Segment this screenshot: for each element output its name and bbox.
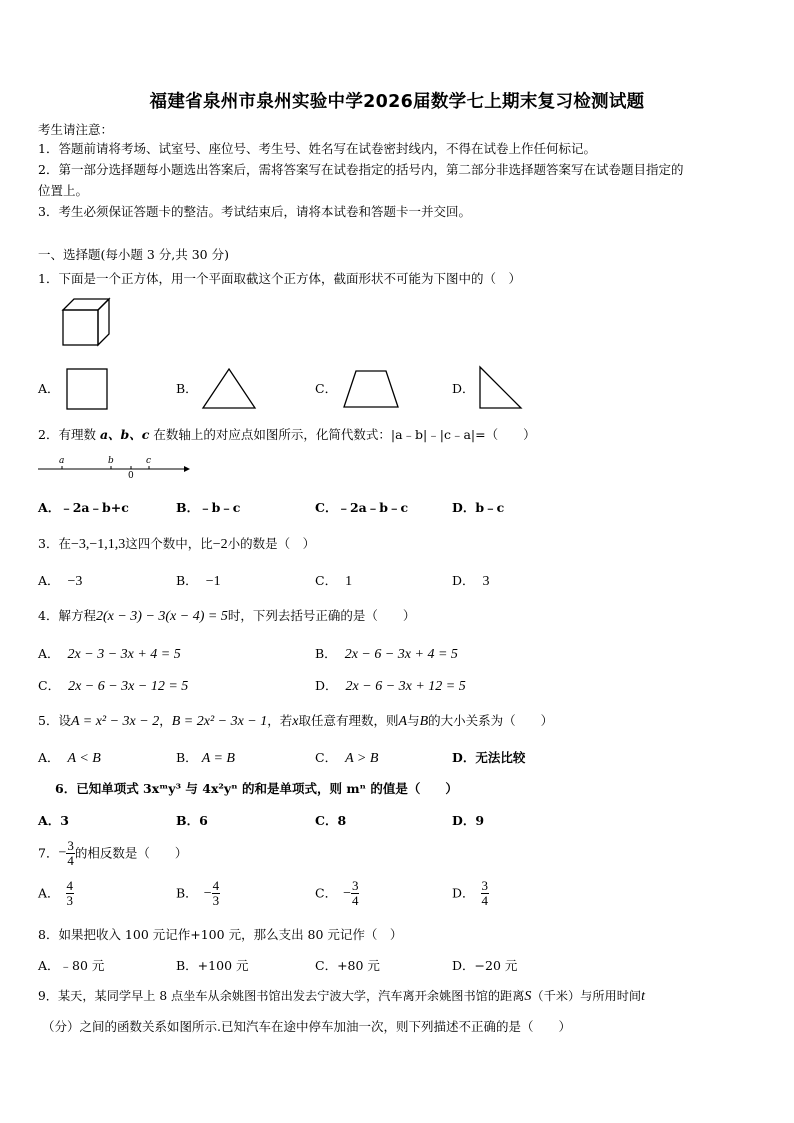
q7-option-d: D． $\frac{3}{4}$ [452,878,489,908]
q3-option-b: B． −1 [176,573,221,589]
q4-stem: 4．解方程2(x − 3) − 3(x − 4) = 5时，下列去括号正确的是（ ） [38,608,416,624]
trapezoid-shape [343,370,399,408]
q4-option-a: A． 2x − 3 − 3x + 4 = 5 [38,646,181,662]
q6-option-b: B．6 [176,813,208,828]
section-heading: 一、选择题(每小题 3 分,共 30 分) [38,247,229,262]
q1-option-c-label: C． [315,381,338,396]
axis-label-a: a [59,456,65,466]
q8-option-c: C．+80 元 [315,958,380,973]
right-triangle-shape [479,366,523,410]
q1-option-d-label: D． [452,381,475,396]
page-title: 福建省泉州市泉州实验中学2026届数学七上期末复习检测试题 [149,92,645,112]
q7-option-b: B． − $\frac{4}{3}$ [176,878,220,908]
q2-option-b: B．﹣b﹣c [176,500,241,515]
q4-option-b: B． 2x − 6 − 3x + 4 = 5 [315,646,458,662]
q7-option-a: A． $\frac{4}{3}$ [38,878,74,908]
triangle-shape [202,368,256,410]
notice-item-1: 1．答题前请将考场、试室号、座位号、考生号、姓名写在试卷密封线内，不得在试卷上作任何标记。 [38,141,596,156]
q3-option-d: D． 3 [452,573,490,589]
q3-stem: 3．在−3,−1,1,3这四个数中，比−2小的数是（ ） [38,536,316,552]
q7-option-c: C． − $\frac{3}{4}$ [315,878,359,908]
square-shape [66,368,108,410]
q2-option-d: D．b﹣c [452,500,505,515]
notice-item-3: 3．考生必须保证答题卡的整洁。考试结束后，请将本试卷和答题卡一并交回。 [38,204,471,219]
q4-option-d: D． 2x − 6 − 3x + 12 = 5 [315,678,466,694]
q5-option-b: B． A = B [176,750,235,766]
q6-stem: 6．已知单项式 3xᵐy³ 与 4x²yⁿ 的和是单项式，则 mⁿ 的值是（ ） [55,781,458,796]
axis-label-c: c [146,456,152,466]
q9-stem-line1: 9．某天，某同学早上 8 点坐车从余姚图书馆出发去宁波大学，汽车离开余姚图书馆的距离S（千米）与所用时间t [38,989,645,1004]
q2-option-a: A．﹣2a﹣b+c [38,500,129,515]
q5-option-c: C． A > B [315,750,379,766]
q2-option-c: C．﹣2a﹣b﹣c [315,500,409,515]
q8-stem: 8．如果把收入 100 元记作+100 元，那么支出 80 元记作（ ） [38,927,403,942]
q1-option-a-label: A． [38,381,60,396]
notice-heading: 考生请注意： [38,122,114,137]
axis-label-b: b [108,456,114,466]
q7-stem: 7．− $\frac{3}{4}$ 的相反数是（ ） [38,838,188,868]
q2-stem: 2．有理数 a、b、c 在数轴上的对应点如图所示，化简代数式：|a﹣b|﹣|c﹣a|=（ ） [38,427,536,442]
q9-stem-line2: （分）之间的函数关系如图所示.已知汽车在途中停车加油一次，则下列描述不正确的是（ ） [42,1019,571,1034]
q1-stem: 1．下面是一个正方体，用一个平面取截这个正方体，截面形状不可能为下图中的（ ） [38,271,521,286]
q8-option-b: B．+100 元 [176,958,249,973]
q1-option-b-label: B． [176,381,198,396]
q8-option-d: D．−20 元 [452,958,518,973]
axis-label-zero: 0 [128,471,134,481]
q5-option-a: A． A < B [38,750,101,766]
q3-option-a: A． −3 [38,573,83,589]
notice-item-2-cont: 位置上。 [38,183,89,198]
q7-fraction: $\frac{3}{4}$ [67,838,74,868]
q5-option-d: D．无法比较 [452,750,526,765]
q6-option-a: A．3 [38,813,69,828]
q8-option-a: A．﹣80 元 [38,958,105,973]
q6-option-d: D．9 [452,813,485,828]
notice-item-2: 2．第一部分选择题每小题选出答案后，需将答案写在试卷指定的括号内，第二部分非选择题答案写在试卷题目指定的 [38,162,684,177]
q5-stem: 5．设A = x² − 3x − 2，B = 2x² − 3x − 1，若x取任意有理数，则A与B的大小关系为（ ） [38,713,554,729]
q4-option-c: C． 2x − 6 − 3x − 12 = 5 [38,678,189,694]
q6-option-c: C．8 [315,813,347,828]
q3-option-c: C． 1 [315,573,353,589]
cube-figure [62,298,112,348]
